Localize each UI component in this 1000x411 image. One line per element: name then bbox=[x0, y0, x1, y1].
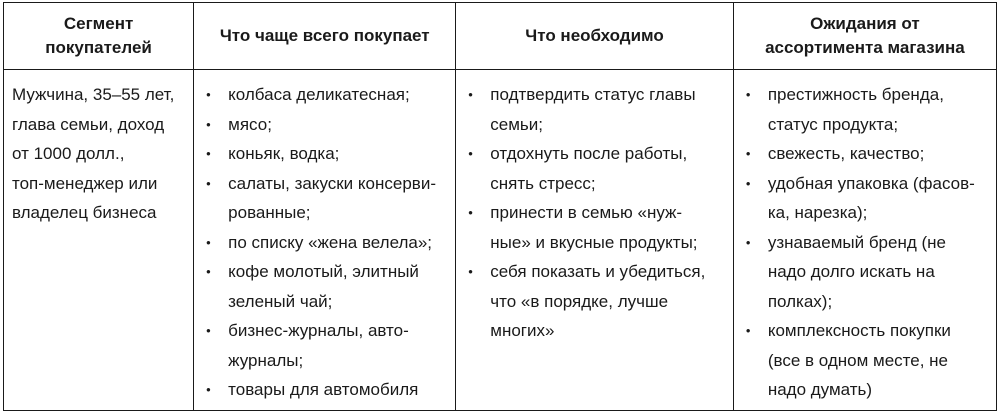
list-item-text: надо думать) bbox=[767, 380, 873, 399]
cell-segment bbox=[4, 70, 194, 411]
list-item bbox=[742, 228, 990, 317]
bullet-icon: • bbox=[468, 205, 473, 220]
bullet-icon: • bbox=[745, 175, 751, 191]
bullet-icon: • bbox=[468, 146, 473, 161]
list-item-text: бизнес-журналы, авто- bbox=[228, 321, 409, 340]
segment-line: от 1000 долл., bbox=[12, 144, 125, 163]
bullet-icon: • bbox=[206, 87, 211, 102]
cell-buys bbox=[194, 70, 456, 411]
list-item bbox=[464, 80, 727, 139]
segment-line: топ-менеджер или bbox=[12, 173, 158, 193]
table-row bbox=[4, 70, 997, 411]
list-item-text: удобная упаковка (фасов- bbox=[767, 173, 975, 193]
list-item-text: семьи; bbox=[490, 114, 543, 134]
list-item bbox=[742, 316, 990, 405]
list-item-text: по списку «жена велела»; bbox=[228, 232, 433, 252]
header-segment bbox=[4, 3, 194, 70]
bullet-icon: • bbox=[468, 264, 473, 279]
header-row bbox=[4, 3, 997, 70]
list-item-text: ка, нарезка); bbox=[767, 203, 868, 222]
segment-table-wrapper bbox=[3, 2, 997, 411]
list-item bbox=[202, 110, 449, 140]
list-item-text: надо долго искать на bbox=[767, 262, 935, 281]
list-item bbox=[202, 80, 449, 110]
segment-line: владелец бизнеса bbox=[12, 203, 157, 222]
list-item bbox=[464, 257, 727, 346]
list-item bbox=[202, 228, 449, 258]
customer-segment-table bbox=[3, 2, 997, 411]
list-item-text: коньяк, водка; bbox=[228, 144, 340, 163]
header-needs-text: Что необходимо bbox=[525, 26, 664, 45]
header-needs bbox=[456, 3, 734, 70]
list-item-text: ные» и вкусные продукты; bbox=[490, 232, 698, 252]
header-segment-line-1: Сегмент bbox=[63, 14, 134, 33]
header-expectations-line-1: Ожидания от bbox=[810, 14, 920, 33]
list-item-text: подтвердить статус главы bbox=[490, 85, 696, 104]
list-item-text: зеленый чай; bbox=[228, 291, 333, 311]
cell-expectations bbox=[733, 70, 996, 411]
segment-description bbox=[12, 80, 187, 228]
list-item-text: статус продукта; bbox=[767, 114, 899, 134]
list-item bbox=[202, 139, 449, 169]
segment-line: глава семьи, доход bbox=[12, 114, 165, 134]
header-expectations-line-2: ассортимента магазина bbox=[765, 38, 965, 57]
buys-list bbox=[202, 80, 449, 405]
list-item-text: что «в порядке, лучше bbox=[490, 291, 669, 311]
bullet-icon: • bbox=[206, 146, 211, 161]
header-expectations bbox=[733, 3, 996, 70]
bullet-icon: • bbox=[468, 87, 473, 102]
bullet-icon: • bbox=[206, 382, 211, 397]
list-item-text: престижность бренда, bbox=[767, 85, 944, 104]
list-item-text: колбаса деликатесная; bbox=[228, 85, 410, 104]
list-item-text: принести в семью «нуж- bbox=[490, 203, 683, 222]
list-item-text: узнаваемый бренд (не bbox=[767, 232, 947, 252]
list-item-text: мясо; bbox=[228, 114, 272, 134]
list-item bbox=[202, 257, 449, 316]
list-item bbox=[202, 375, 449, 405]
list-item bbox=[742, 80, 990, 139]
bullet-icon: • bbox=[745, 234, 751, 250]
bullet-icon: • bbox=[745, 146, 751, 161]
list-item-text: (все в одном месте, не bbox=[767, 350, 948, 370]
list-item bbox=[742, 169, 990, 228]
list-item bbox=[202, 169, 449, 228]
list-item-text: комплексность покупки bbox=[767, 321, 951, 340]
bullet-icon: • bbox=[206, 323, 211, 338]
bullet-icon: • bbox=[206, 264, 211, 279]
header-buys bbox=[194, 3, 456, 70]
bullet-icon: • bbox=[745, 323, 751, 338]
list-item-text: полках); bbox=[767, 291, 833, 311]
list-item-text: себя показать и убедиться, bbox=[490, 262, 706, 281]
list-item-text: рованные; bbox=[228, 203, 311, 222]
list-item bbox=[202, 316, 449, 375]
bullet-icon: • bbox=[206, 234, 211, 250]
segment-line: Мужчина, 35–55 лет, bbox=[12, 85, 175, 104]
bullet-icon: • bbox=[206, 116, 211, 132]
cell-needs bbox=[456, 70, 734, 411]
expectations-list bbox=[742, 80, 990, 405]
list-item-text: салаты, закуски консерви- bbox=[228, 173, 436, 193]
list-item-text: товары для автомобиля bbox=[228, 380, 419, 399]
list-item bbox=[464, 139, 727, 198]
list-item-text: снять стресс; bbox=[490, 173, 596, 193]
header-buys-text: Что чаще всего покупает bbox=[219, 26, 430, 45]
header-segment-line-2: покупателей bbox=[45, 38, 152, 57]
bullet-icon: • bbox=[745, 87, 751, 102]
needs-list bbox=[464, 80, 727, 346]
list-item-text: кофе молотый, элитный bbox=[228, 262, 419, 281]
list-item-text: свежесть, качество; bbox=[767, 144, 925, 163]
bullet-icon: • bbox=[206, 175, 211, 191]
list-item-text: отдохнуть после работы, bbox=[490, 144, 688, 163]
list-item-text: журналы; bbox=[228, 350, 304, 370]
list-item bbox=[742, 139, 990, 169]
list-item bbox=[464, 198, 727, 257]
list-item-text: многих» bbox=[490, 321, 555, 340]
